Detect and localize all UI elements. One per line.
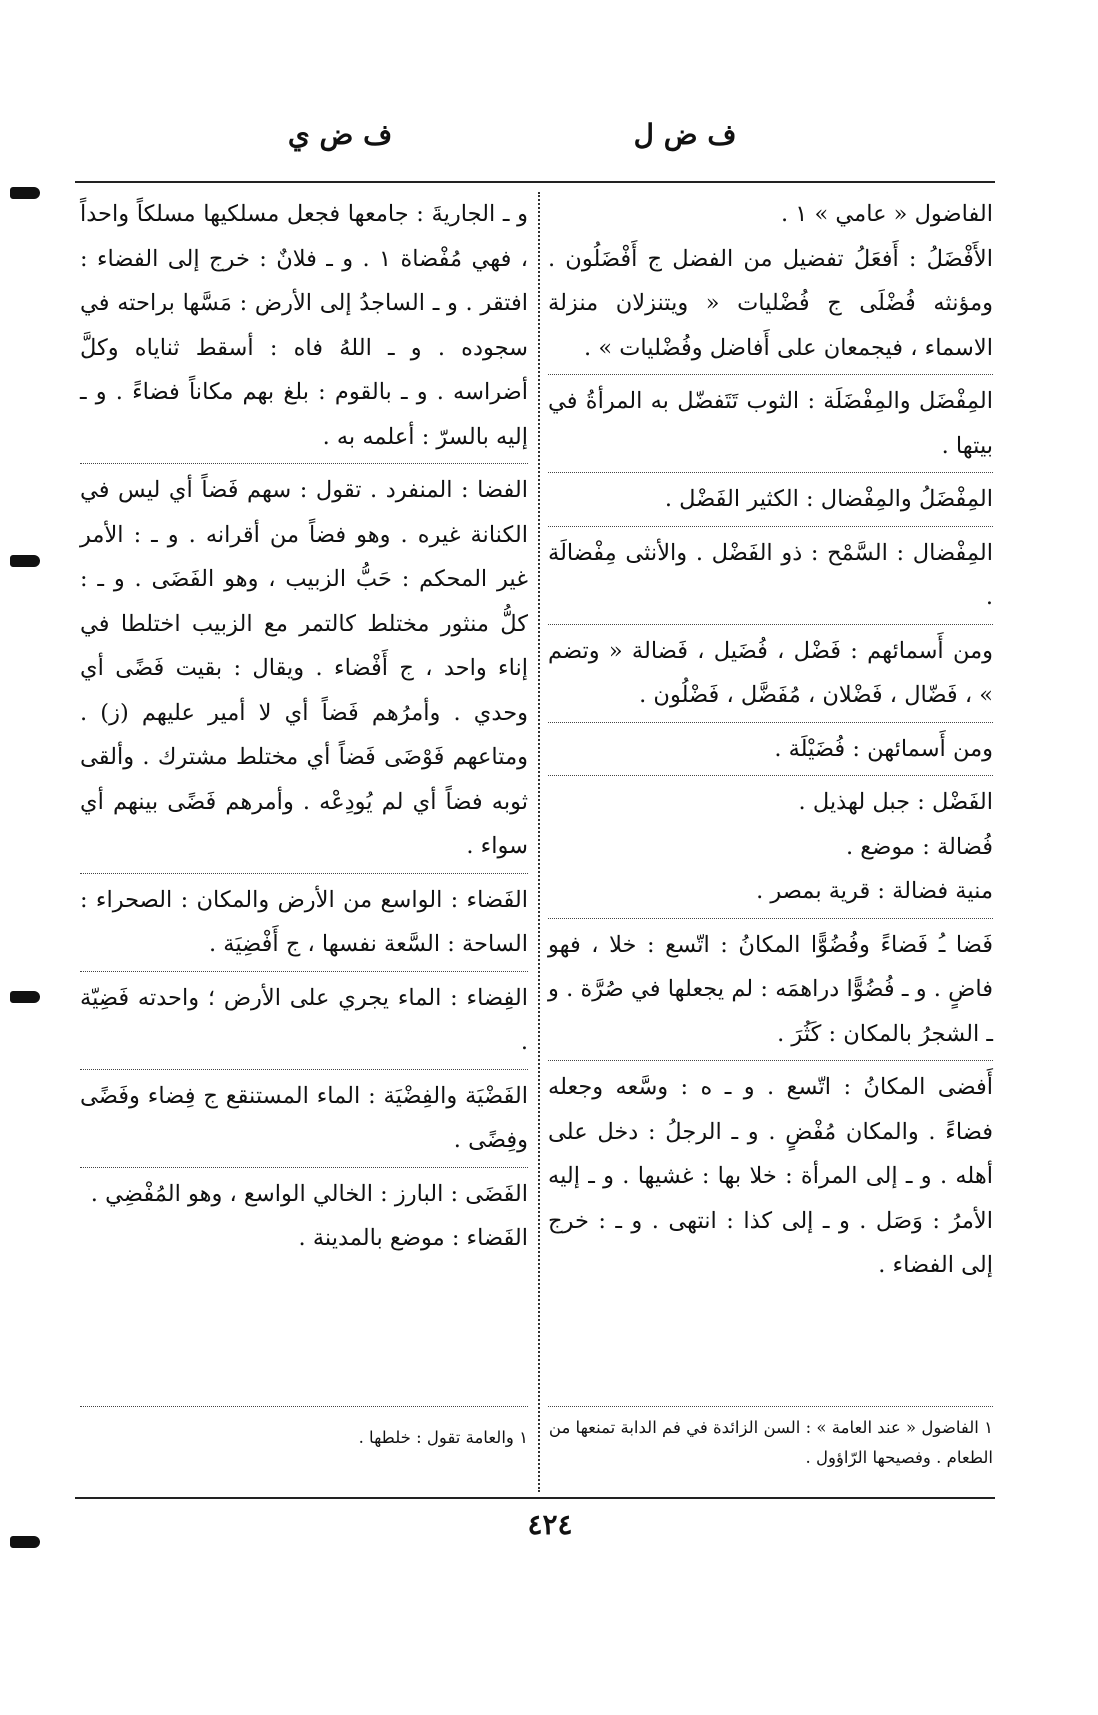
top-rule [75, 181, 995, 183]
thumb-index-mark [10, 1536, 40, 1548]
right-footnote: ١ الفاضول « عند العامة » : السن الزائدة في فم الدابة تمنعها من الطعام . وفصيحها الرّاؤول . [548, 1418, 993, 1467]
entry: الفِضاء : الماء يجري على الأرض ؛ واحدته فَضِيّة . [80, 971, 528, 1065]
entry: المِفْضَلُ والمِفْضال : الكثير الفَضْل . [548, 472, 993, 522]
thumb-index-mark [10, 991, 40, 1003]
left-column [80, 192, 528, 1261]
entry: المِفْضَل والمِفْضَلَة : الثوب تَتَفضّل به المرأةُ في بيتها . [548, 374, 993, 468]
left-footnote: ١ والعامة تقول : خلطها . [358, 1428, 528, 1447]
bottom-rule [75, 1497, 995, 1499]
entry: منية فضالة : قرية بمصر . [756, 878, 993, 904]
entry: الفَضاء : موضع بالمدينة . [298, 1225, 528, 1251]
entry: الفضا : المنفرد . تقول : سهم فَضاً أي ليس في الكنانة غيره . وهو فضاً من أقرانه . و ـ : الأمر غير المحكم : حَبُّ الزبيب ، وهو الفَضَى . و ـ : كلُّ منثور مختلط كالتمر مع الزبيب اختلطا في إناء واحد ، ج أَفْضاء . ويقال : بقيت فَضًى أي وحدي . وأمرُهم فَضاً أي لا أمير عليهم (ز) . ومتاعهم فَوْضَى فَضاً أي مختلط مشترك . وألقى ثوبه فضاً أي لم يُودِعْه . وأمرهم فَضًى بينهم أي سواء . [80, 463, 528, 869]
right-footnote-rule [548, 1406, 993, 1407]
entry: أَفضى المكانُ : اتّسع . و ـ ه : وسَّعه وجعله فضاءً . والمكان مُفْضٍ . و ـ الرجلُ : دخل على أهله . و ـ إلى المرأة : خلا بها : غشيها . و ـ إليه الأمرُ : وَصَل . و ـ إلى كذا : انتهى . و ـ : خرج إلى الفضاء . [548, 1060, 993, 1288]
column-divider [538, 192, 540, 1492]
thumb-index-mark [10, 187, 40, 199]
entry: الأَفْضَلُ : أَفعَلُ تفضيل من الفضل ج أَفْضَلُون . ومؤنثه فُضْلَى ج فُضْليات « ويتنزلان منزلة الاسماء ، فيجمعان على أَفاضل وفُضْليات » . [548, 245, 993, 361]
right-column [548, 192, 993, 1288]
entry: الفَضاء : الواسع من الأرض والمكان : الصحراء : الساحة : السَّعة نفسها ، ج أَفْضِيَة . [80, 873, 528, 967]
left-header-root: ف ض ي [287, 118, 393, 151]
entry: الفَضْل : جبل لهذيل . [548, 775, 993, 825]
entry: و ـ الجاريةَ : جامعها فجعل مسلكيها مسلكاً واحداً ، فهي مُفْضاة ١ . و ـ فلانٌ : خرج إلى الفضاء : افتقر . و ـ الساجدُ إلى الأرض : مَسَّها براحته في سجوده . و ـ اللهُ فاه : أسقط ثناياه وكلَّ أضراسه . و ـ بالقوم : بلغ بهم مكاناً فضاءً . و ـ إليه بالسرّ : أعلمه به . [80, 201, 528, 450]
entry: ومن أَسمائهم : فَضْل ، فُضَيل ، فَضالة « وتضم » ، فَضّال ، فَضْلان ، مُفَضَّل ، فَضْلُون . [548, 624, 993, 718]
thumb-index-mark [10, 555, 40, 567]
entry: الفَضَى : البارز : الخالي الواسع ، وهو المُفْضِي . [80, 1167, 528, 1217]
page-number: ٤٢٤ [527, 1508, 573, 1541]
left-footnote-rule [80, 1406, 528, 1407]
entry: الفَضْيَة والفِضْيَة : الماء المستنقع ج فِضاء وفَضًى وفِضًى . [80, 1069, 528, 1163]
right-header-root: ف ض ل [633, 118, 737, 151]
entry: الفاضول « عامي » ١ . [780, 201, 993, 227]
entry: فَضا ـُ فَضاءً وفُضُوًّا المكانُ : اتّسع : خلا ، فهو فاضٍ . و ـ فُضُوًّا دراهمَه : لم يجعلها في صُرَّة . و ـ الشجرُ بالمكان : كَثُرَ . [548, 918, 993, 1057]
entry: ومن أَسمائهن : فُضَيْلَة . [548, 722, 993, 772]
entry: فُضالة : موضع . [846, 833, 993, 860]
entry: المِفْضال : السَّمْح : ذو الفَضْل . والأنثى مِفْضالَة . [548, 526, 993, 620]
